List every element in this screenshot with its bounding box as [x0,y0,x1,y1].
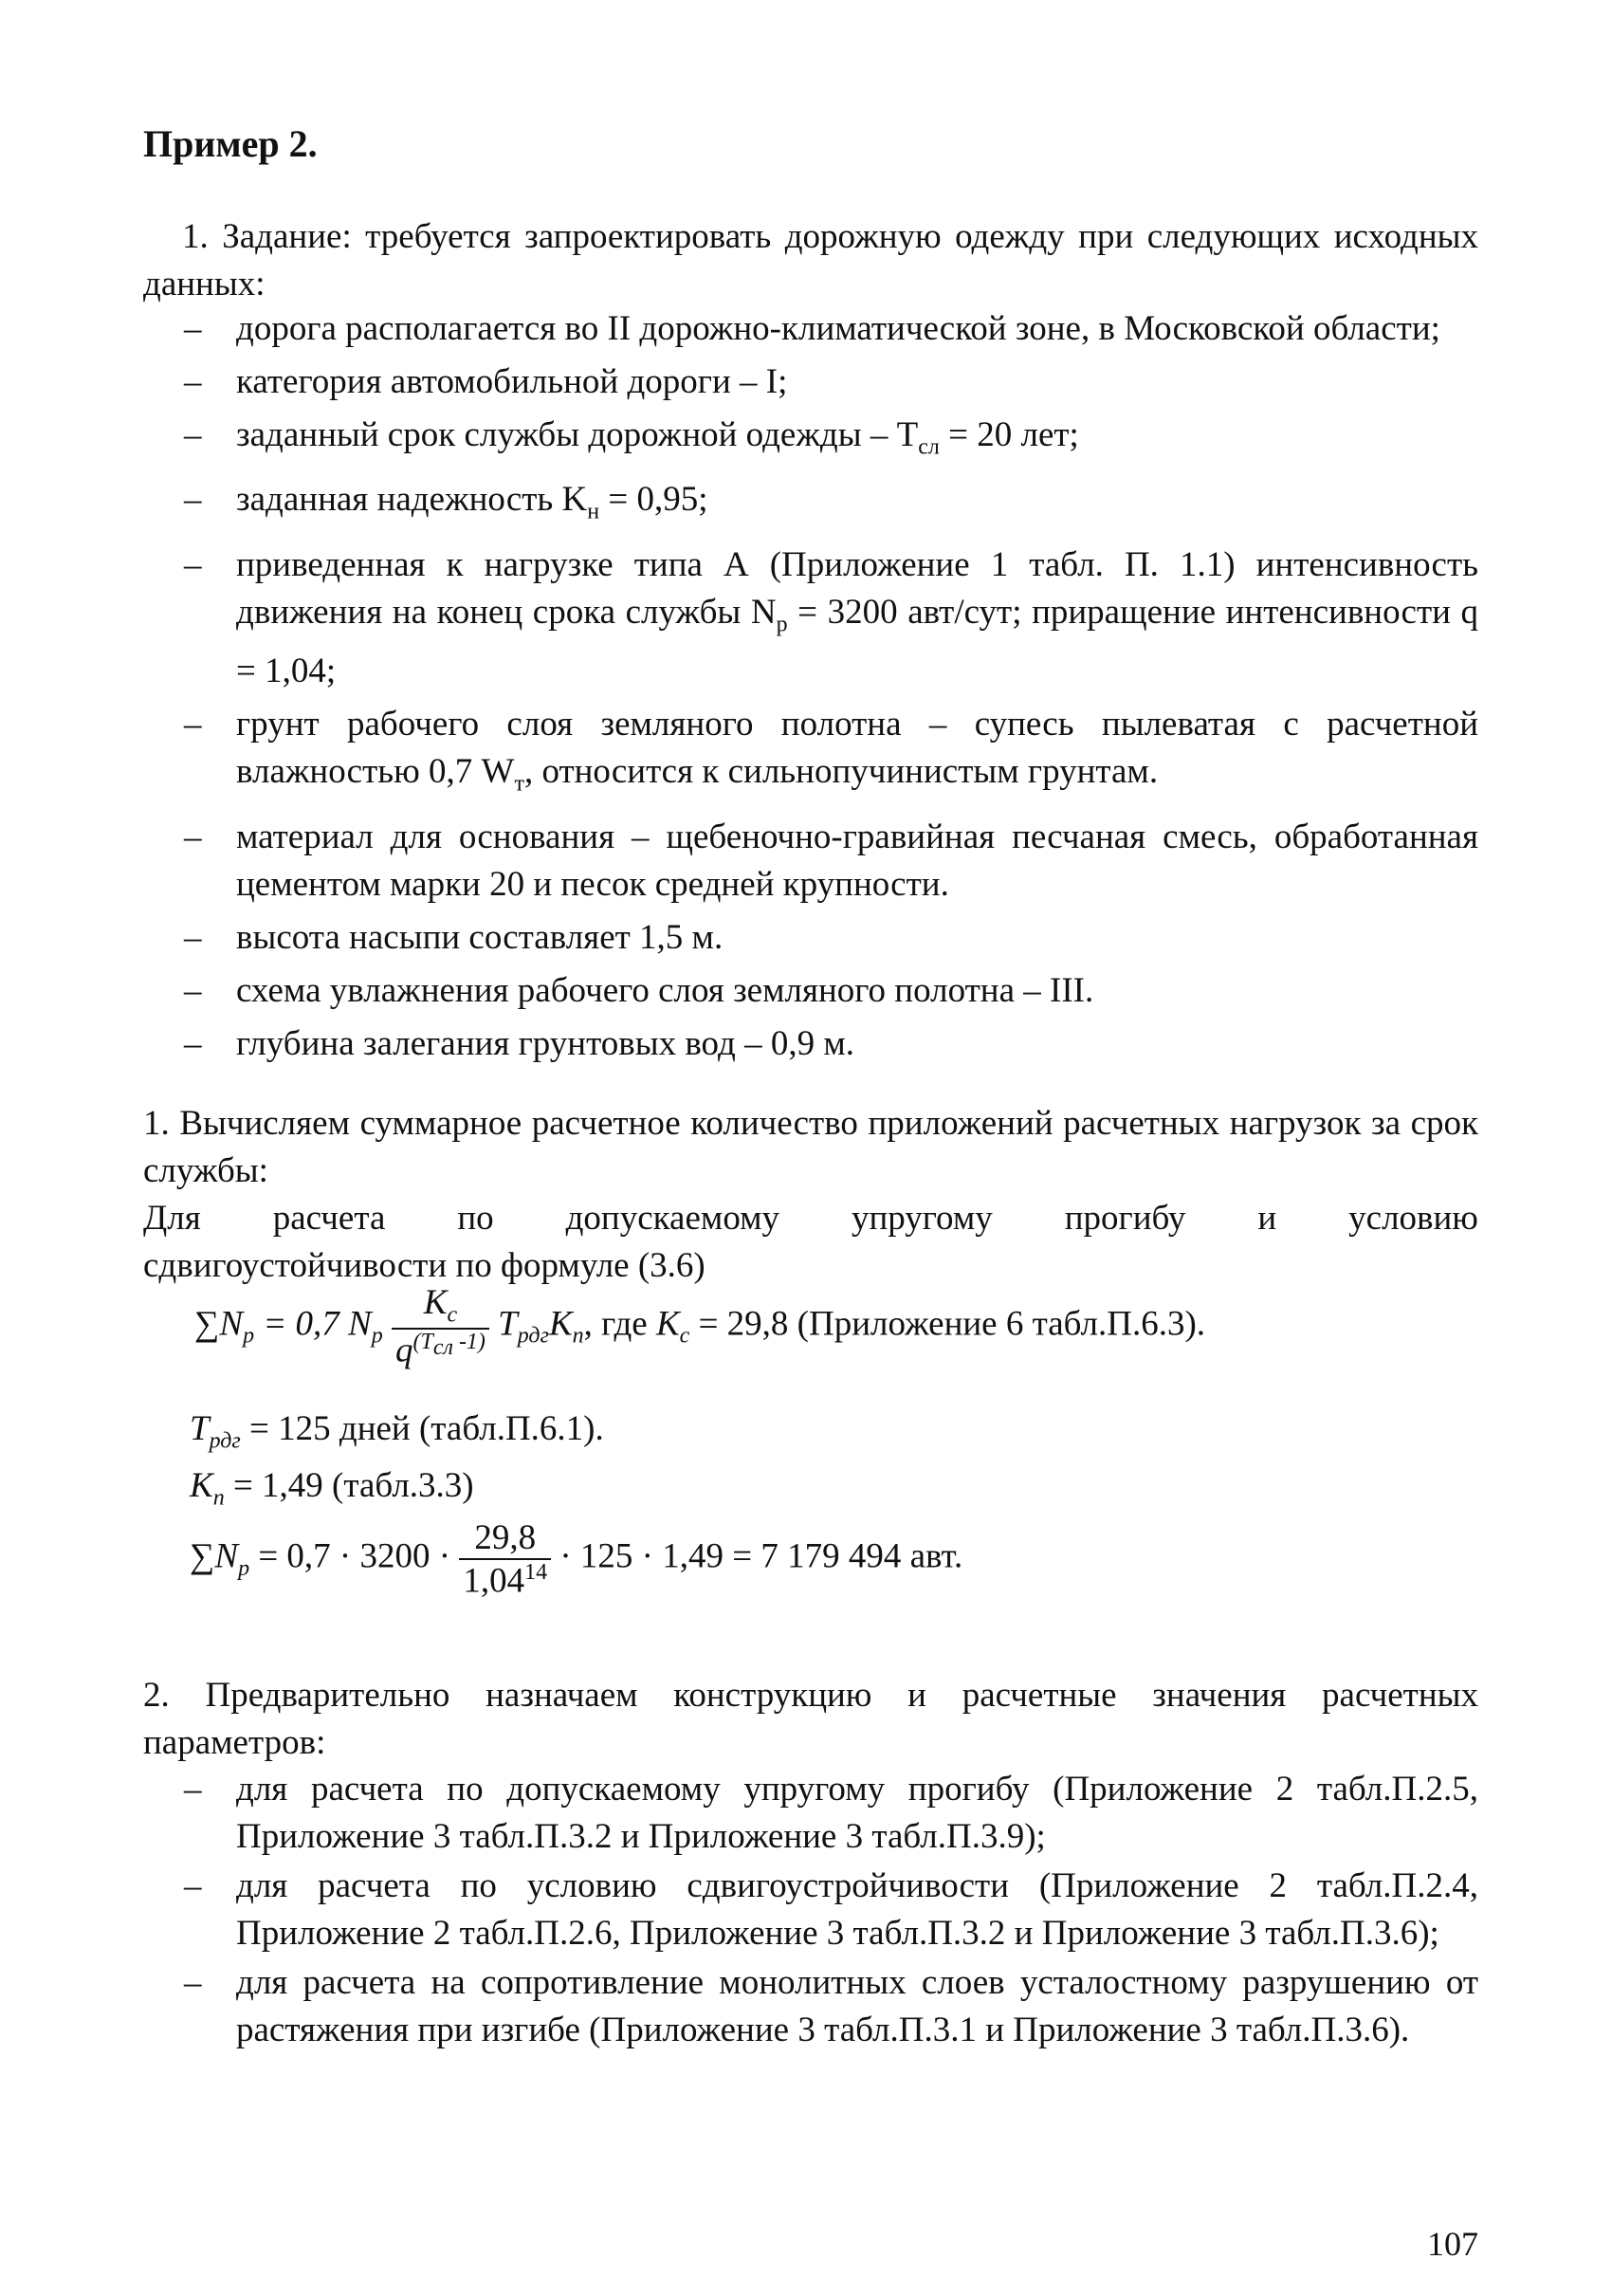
task-item: – материал для основания – щебеночно-гравийная песчаная смесь, обработанная цементом марки 20 и песок средней крупности. [184,817,1478,904]
task-items [143,305,1478,1068]
task-item: – схема увлажнения рабочего слоя земляного полотна – III. [184,970,1094,1010]
step1-title: 1. Вычисляем суммарное расчетное количество приложений расчетных нагрузок за срок службы: [143,1104,1478,1190]
trdg-line: $T_{рдг} = 125$ дней (табл.П.6.1). [190,1409,604,1454]
kn-line: $K_n = 1,49$ (табл.3.3) [190,1466,474,1511]
formula-fraction-result: $\frac{29,8}{1,04^{14}}$ [459,1517,551,1601]
task-item: – категория автомобильной дороги – I; [184,362,788,401]
step2-items [143,1766,1478,2054]
formula-sum-np: $\sum N_p = 0,7$ $N_p$ $\frac{K_c}{q^{(T_{сл} -1)}}$ $T_{рдг}K_n$, где $K_c = 29,8$ (Приложение 6 табл.П.6.3). [194,1283,1206,1370]
step1-line: Для расчета по допускаемому упругому прогибу и условию сдвигоустойчивости по формуле (3.6) [143,1195,1478,1290]
formula-fraction: $\frac{K_c}{q^{(T_{сл} -1)}}$ [392,1282,489,1371]
task-list [143,305,1478,1074]
formula-sum-np-result: $\sum N_p = 0,7 \cdot 3200$ · $\frac{29,8}{1,04^{14}}$ · 125 · 1,49 = 7 179 494 авт. [190,1518,963,1601]
task-item: – приведенная к нагрузке типа А (Приложение 1 табл. П. 1.1) интенсивность движения на конец срока службы $N_р = 3200$ авт/сут; приращение интенсивности q = 1,04; [184,544,1478,691]
step2-item: – для расчета по допускаемому упругому прогибу (Приложение 2 табл.П.2.5, Приложение 3 табл.П.3.2 и Приложение 3 табл.П.3.9); [184,1770,1478,1856]
task-item: – высота насыпи составляет 1,5 м. [184,917,724,957]
task-item: – заданная надежность $K_н = 0,95$; [184,480,708,524]
task-intro: 1. Задание: требуется запроектировать дорожную одежду при следующих исходных данных: [143,217,1478,303]
task-item: – дорога располагается во II дорожно-климатической зоне, в Московской области; [184,309,1440,348]
step1-spread: Для расчета по допускаемому упругому прогибу и условию [143,1199,1478,1238]
step2-item: – для расчета на сопротивление монолитных слоев усталостному разрушению от растяжения при изгибе (Приложение 3 табл.П.3.1 и Приложение 3 табл.П.3.6). [184,1963,1478,2049]
task-item: – глубина залегания грунтовых вод – 0,9 м. [184,1023,854,1063]
task-item: – заданный срок службы дорожной одежды – $T_{сл} = 20$ лет; [184,415,1079,460]
task-item: – грунт рабочего слоя земляного полотна – супесь пылеватая с расчетной влажностью 0,7 $W_т$, относится к сильнопучинистым грунтам. [184,705,1478,797]
page-number: 107 [1427,2225,1478,2263]
step2-title: 2. Предварительно назначаем конструкцию и расчетные значения расчетных параметров: [143,1676,1478,1762]
step2-list [143,1766,1478,2056]
example-heading: Пример 2. [143,122,318,165]
step2-item: – для расчета по условию сдвигоустройчивости (Приложение 2 табл.П.2.4, Приложение 2 табл.П.2.6, Приложение 3 табл.П.3.2 и Приложение 3 табл.П.3.6); [184,1866,1478,1953]
